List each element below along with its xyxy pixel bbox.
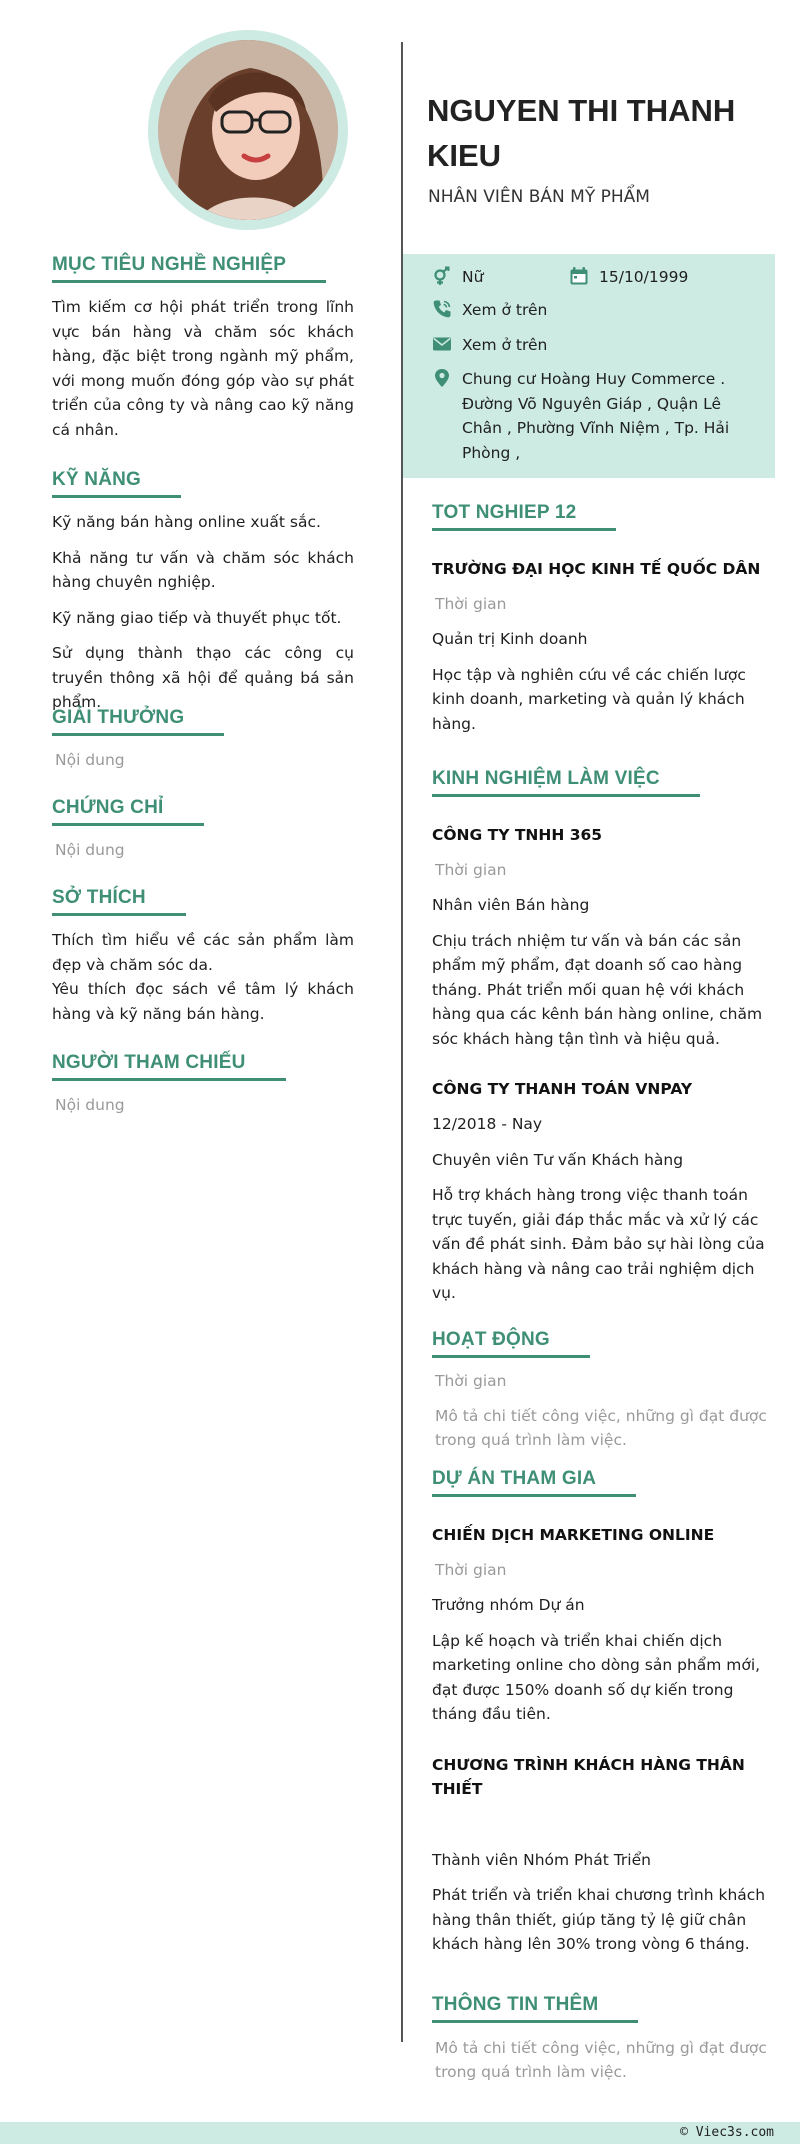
activities-time: Thời gian: [435, 1372, 507, 1390]
job-time: 12/2018 - Nay: [432, 1115, 543, 1133]
references-section: [52, 1052, 354, 1117]
job-time: Thời gian: [435, 861, 507, 879]
job-desc: Chịu trách nhiệm tư vấn và bán các sản phẩm mỹ phẩm, đạt doanh số cao hàng tháng. Phát triển mối quan hệ với khách hàng qua các kênh bán hàng online, chăm sóc khách hàng tận tình và hiệu quả.: [432, 931, 763, 1048]
experience-section: [432, 768, 768, 1306]
school-name: TRƯỜNG ĐẠI HỌC KINH TẾ QUỐC DÂN: [432, 560, 761, 578]
references-content: Nội dung: [55, 1096, 125, 1114]
company-name: CÔNG TY TNHH 365: [432, 826, 603, 844]
skill-item: Kỹ năng bán hàng online xuất sắc.: [52, 513, 321, 531]
skill-item: Kỹ năng giao tiếp và thuyết phục tốt.: [52, 608, 342, 627]
hobbies-title: SỞ THÍCH: [52, 887, 186, 916]
avatar-frame: [148, 30, 348, 230]
education-desc: Học tập và nghiên cứu về các chiến lược kinh doanh, marketing và quản lý khách hàng.: [432, 665, 746, 733]
skill-item: Sử dụng thành thạo các công cụ truyền thông xã hội để quảng bá sản phẩm.: [52, 644, 354, 711]
avatar-portrait-icon: [158, 40, 338, 220]
hobby-item: Thích tìm hiểu về các sản phẩm làm đẹp và chăm sóc da.: [52, 931, 354, 974]
skill-item: Khả năng tư vấn và chăm sóc khách hàng chuyên nghiệp.: [52, 548, 354, 591]
contact-panel: [403, 254, 775, 478]
candidate-name: NGUYEN THI THANH KIEU: [427, 93, 736, 173]
gender-icon: [432, 266, 452, 286]
skills-title: KỸ NĂNG: [52, 469, 181, 498]
hobby-item: Yêu thích đọc sách về tâm lý khách hàng và kỹ năng bán hàng.: [52, 980, 354, 1023]
email-row: [432, 333, 547, 358]
projects-title: DỰ ÁN THAM GIA: [432, 1468, 636, 1497]
job-title: NHÂN VIÊN BÁN MỸ PHẨM: [428, 187, 650, 207]
phone-value: Xem ở trên: [462, 301, 548, 319]
objective-text: Tìm kiếm cơ hội phát triển trong lĩnh vực bán hàng và chăm sóc khách hàng, đặc biệt trong ngành mỹ phẩm, với mong muốn đóng góp vào sự phát triển của công ty và nâng cao kỹ năng cá nhân.: [52, 298, 354, 439]
skills-section: [52, 469, 354, 715]
phone-icon: [432, 299, 452, 319]
education-major: Quản trị Kinh doanh: [432, 630, 588, 648]
certificates-section: [52, 797, 354, 862]
birthdate-row: [569, 265, 688, 290]
more-info-section: [432, 1994, 768, 2084]
project-role: Trưởng nhóm Dự án: [432, 1596, 585, 1614]
education-time: Thời gian: [435, 595, 507, 613]
awards-title: GIẢI THƯỞNG: [52, 707, 224, 736]
references-title: NGƯỜI THAM CHIẾU: [52, 1052, 286, 1081]
objective-title: MỤC TIÊU NGHỀ NGHIỆP: [52, 254, 326, 283]
calendar-icon: [569, 266, 589, 286]
awards-content: Nội dung: [55, 751, 125, 769]
project-time: Thời gian: [435, 1561, 507, 1579]
location-pin-icon: [432, 368, 452, 388]
project-role: Thành viên Nhóm Phát Triển: [432, 1850, 651, 1869]
address-value: Chung cư Hoàng Huy Commerce . Đường Võ Nguyên Giáp , Quận Lê Chân , Phường Vĩnh Niệm , Tp. Hải Phòng ,: [462, 370, 730, 462]
project-desc: Phát triển và triển khai chương trình khách hàng thân thiết, giúp tăng tỷ lệ giữ chân khách hàng lên 30% trong vòng 6 tháng.: [432, 1886, 766, 1953]
project-name: CHƯƠNG TRÌNH KHÁCH HÀNG THÂN THIẾT: [432, 1755, 745, 1798]
job-position: Chuyên viên Tư vấn Khách hàng: [432, 1150, 684, 1169]
activities-desc: Mô tả chi tiết công việc, những gì đạt được trong quá trình làm việc.: [435, 1407, 767, 1449]
footer-band: [0, 2122, 800, 2144]
awards-section: [52, 707, 354, 772]
objective-section: [52, 254, 354, 442]
project-desc: Lập kế hoạch và triển khai chiến dịch marketing online cho dòng sản phẩm mới, đạt được 150% doanh số dự kiến trong tháng đầu tiên.: [432, 1631, 761, 1723]
activities-title: HOẠT ĐỘNG: [432, 1329, 590, 1358]
email-value: Xem ở trên: [462, 336, 548, 354]
phone-row: [432, 298, 547, 323]
education-title: TOT NGHIEP 12: [432, 502, 616, 531]
more-info-title: THÔNG TIN THÊM: [432, 1994, 638, 2023]
project-name: CHIẾN DỊCH MARKETING ONLINE: [432, 1526, 715, 1544]
hobbies-section: [52, 887, 354, 1026]
footer-credit: © Viec3s.com: [680, 2125, 774, 2140]
birthdate-value: 15/10/1999: [599, 268, 689, 286]
experience-title: KINH NGHIỆM LÀM VIỆC: [432, 768, 700, 797]
certificates-title: CHỨNG CHỈ: [52, 797, 204, 826]
projects-section: [432, 1468, 768, 1957]
certificates-content: Nội dung: [55, 841, 125, 859]
job-desc: Hỗ trợ khách hàng trong việc thanh toán trực tuyến, giải đáp thắc mắc và xử lý các vấn đề phát sinh. Đảm bảo sự hài lòng của khách hàng và nâng cao trải nghiệm dịch vụ.: [432, 1186, 765, 1302]
address-row: [432, 367, 732, 465]
email-icon: [432, 334, 452, 354]
avatar: [158, 40, 338, 220]
gender-row: [432, 265, 483, 290]
gender-value: Nữ: [462, 268, 484, 286]
company-name: CÔNG TY THANH TOÁN VNPAY: [432, 1080, 693, 1098]
job-position: Nhân viên Bán hàng: [432, 896, 590, 914]
more-info-desc: Mô tả chi tiết công việc, những gì đạt được trong quá trình làm việc.: [435, 2039, 767, 2081]
education-section: [432, 502, 768, 736]
activities-section: [432, 1329, 768, 1452]
